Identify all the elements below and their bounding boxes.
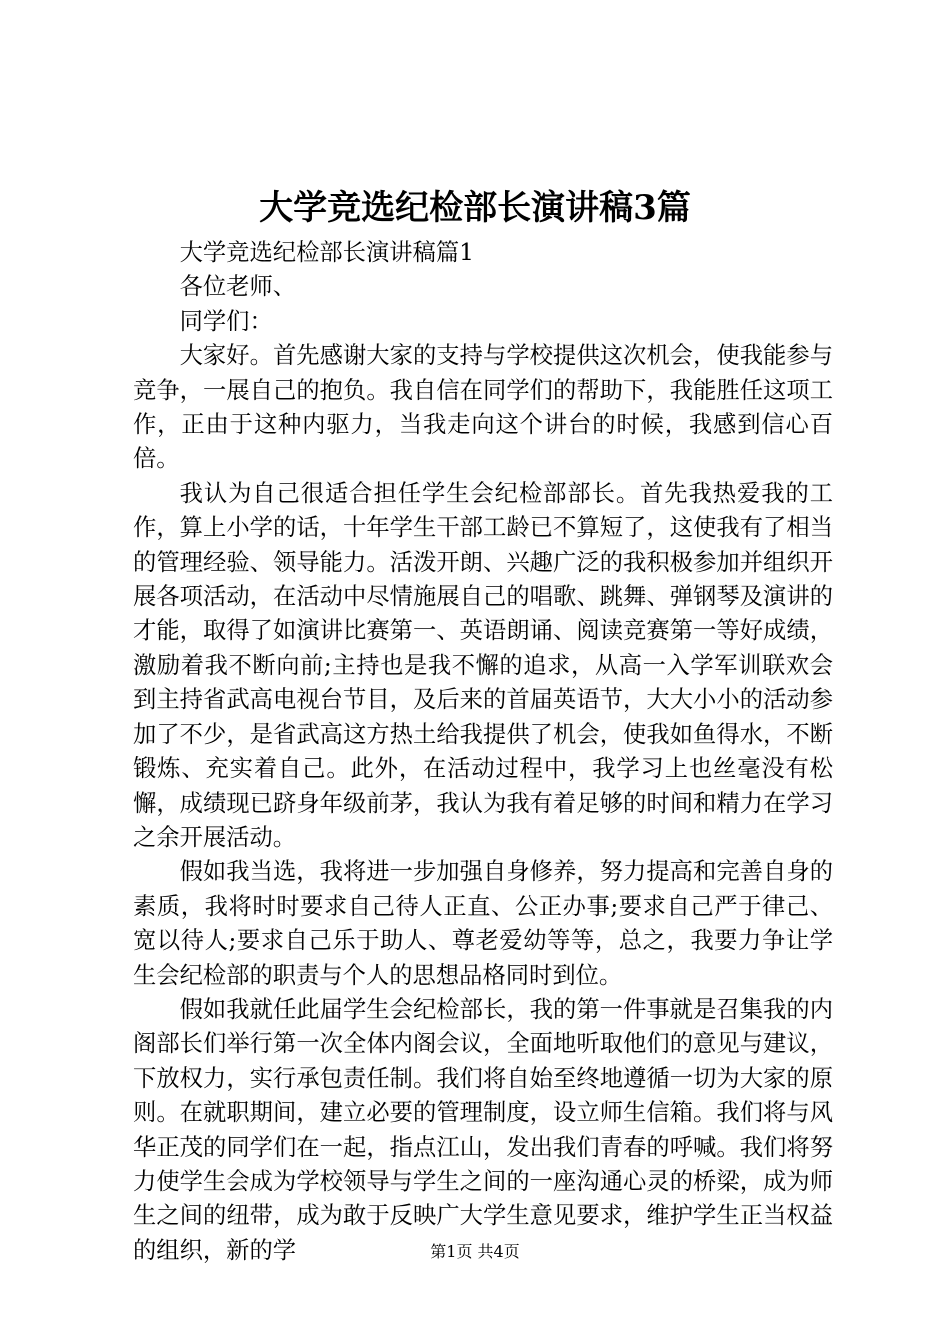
document-body — [133, 236, 833, 1268]
document-title: 大学竞选纪检部长演讲稿3篇 — [259, 188, 691, 228]
body-paragraph: 假如我就任此届学生会纪检部长，我的第一件事就是召集我的内阁部长们举行第一次全体内阁会议，全面地听取他们的意见与建议，下放权力，实行承包责任制。我们将自始至终地遵循一切为大家的原则。在就职期间，建立必要的管理制度，设立师生信箱。我们将与风华正茂的同学们在一起，指点江山，发出我们青春的呼喊。我们将努力使学生会成为学校领导与学生之间的一座沟通心灵的桥梁，成为师生之间的纽带，成为敢于反映广大学生意见要求，维护学生正当权益的组织，新的学 — [133, 995, 833, 1264]
body-paragraph: 我认为自己很适合担任学生会纪检部部长。首先我热爱我的工作，算上小学的话，十年学生干部工龄已不算短了，这使我有了相当的管理经验、领导能力。活泼开朗、兴趣广泛的我积极参加并组织开展各项活动，在活动中尽情施展自己的唱歌、跳舞、弹钢琴及演讲的才能，取得了如演讲比赛第一、英语朗诵、阅读竞赛第一等好成绩，激励着我不断向前;主持也是我不懈的追求，从高一入学军训联欢会到主持省武高电视台节目，及后来的首届英语节，大大小小的活动参加了不少，是省武高这方热土给我提供了机会，使我如鱼得水，不断锻炼、充实着自己。此外，在活动过程中，我学习上也丝毫没有松懈，成绩现已跻身年级前茅，我认为我有着足够的时间和精力在学习之余开展活动。 — [133, 479, 833, 851]
body-paragraph: 大家好。首先感谢大家的支持与学校提供这次机会，使我能参与竞争，一展自己的抱负。我自信在同学们的帮助下，我能胜任这项工作，正由于这种内驱力，当我走向这个讲台的时候，我感到信心百倍。 — [133, 342, 833, 473]
page-number-footer: 第1页 共4页 — [430, 1242, 520, 1261]
section-heading: 大学竞选纪检部长演讲稿篇1 — [179, 239, 474, 266]
body-paragraph: 假如我当选，我将进一步加强自身修养，努力提高和完善自身的素质，我将时时要求自己待人正直、公正办事;要求自己严于律己、宽以待人;要求自己乐于助人、尊老爱幼等等，总之，我要力争让学生会纪检部的职责与个人的思想品格同时到位。 — [133, 858, 833, 989]
salutation-teachers: 各位老师、 — [179, 273, 297, 301]
salutation-students: 同学们： — [179, 307, 273, 335]
